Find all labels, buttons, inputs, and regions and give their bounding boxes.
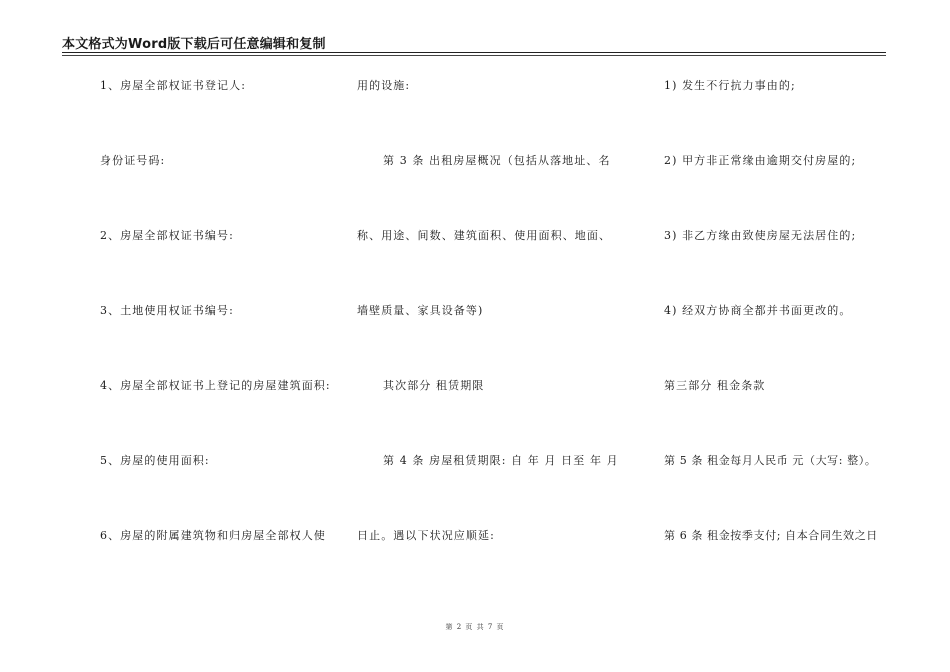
middle-line-1: 用的设施:: [357, 79, 411, 92]
middle-line-2: 第 3 条 出租房屋概况（包括从落地址、名: [383, 154, 611, 167]
right-line-2: 2) 甲方非正常缘由逾期交付房屋的;: [664, 154, 857, 167]
middle-line-6: 第 4 条 房屋租赁期限: 自 年 月 日至 年 月: [383, 454, 619, 467]
middle-line-4: 墙壁质量、家具设备等): [357, 304, 484, 317]
left-line-1: 1、房屋全部权证书登记人:: [100, 79, 247, 92]
right-line-7: 第 6 条 租金按季支付; 自本合同生效之日: [664, 529, 878, 542]
right-line-4: 4) 经双方协商全都并书面更改的。: [664, 304, 852, 317]
header-rule-thick: [62, 52, 886, 53]
left-line-2: 身份证号码:: [100, 154, 166, 167]
middle-line-7: 日止。遇以下状况应顺延:: [357, 529, 495, 542]
right-line-1: 1) 发生不行抗力事由的;: [664, 79, 796, 92]
right-line-6: 第 5 条 租金每月人民币 元（大写: 整）。: [664, 454, 877, 467]
left-line-5: 4、房屋全部权证书上登记的房屋建筑面积:: [100, 379, 331, 392]
right-line-3: 3) 非乙方缘由致使房屋无法居住的;: [664, 229, 857, 242]
right-line-5: 第三部分 租金条款: [664, 379, 766, 392]
header-rule-thin: [62, 55, 886, 56]
left-line-6: 5、房屋的使用面积:: [100, 454, 210, 467]
document-header-title: 本文格式为Word版下载后可任意编辑和复制: [62, 37, 326, 52]
left-line-3: 2、房屋全部权证书编号:: [100, 229, 234, 242]
page-number-footer: 第 2 页 共 7 页: [445, 623, 505, 631]
left-line-7: 6、房屋的附属建筑物和归房屋全部权人使: [100, 529, 326, 542]
middle-line-3: 称、用途、间数、建筑面积、使用面积、地面、: [357, 229, 612, 242]
left-line-4: 3、土地使用权证书编号:: [100, 304, 234, 317]
middle-line-5: 其次部分 租赁期限: [383, 379, 485, 392]
